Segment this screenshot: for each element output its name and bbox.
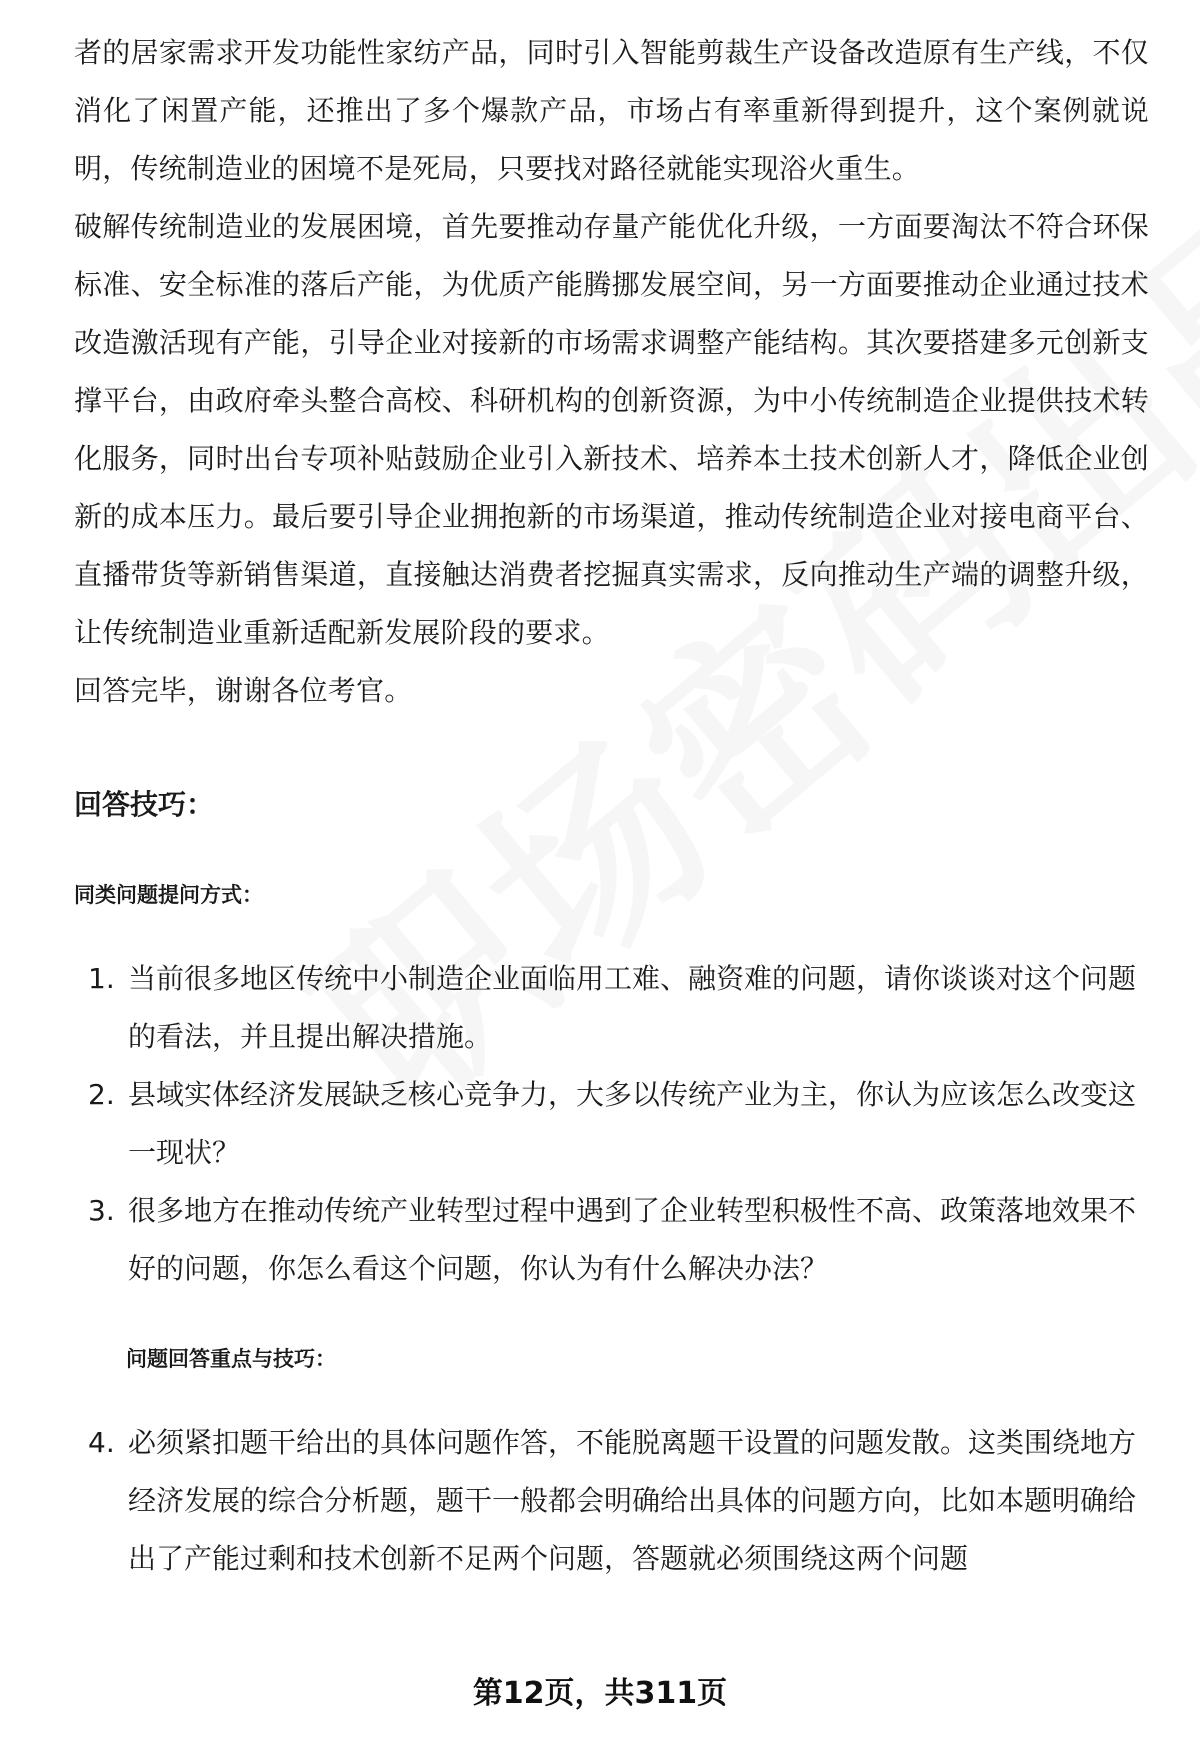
paragraph-closing: 回答完毕，谢谢各位考官。: [74, 674, 413, 707]
paragraph-case-conclusion: 者的居家需求开发功能性家纺产品，同时引入智能剪裁生产设备改造原有生产线，不仅消化了闲置产能，还推出了多个爆款产品，市场占有率重新得到提升，这个案例就说明，传统制造业的困境不是死局，只要找对路径就能实现浴火重生。: [74, 36, 1149, 185]
list-item-text: 当前很多地区传统中小制造企业面临用工难、融资难的问题，请你谈谈对这个问题的看法，并且提出解决措施。: [128, 962, 1137, 1053]
similar-questions-title: 同类问题提问方式：: [74, 883, 263, 907]
section-title: 回答技巧：: [74, 788, 215, 821]
list-item: [74, 1182, 1149, 1298]
key-points-title: 问题回答重点与技巧：: [126, 1347, 336, 1371]
key-points-list: [74, 1414, 1149, 1588]
list-item: [74, 950, 1149, 1066]
list-item-text: 很多地方在推动传统产业转型过程中遇到了企业转型积极性不高、政策落地效果不好的问题，你怎么看这个问题，你认为有什么解决办法？: [128, 1194, 1137, 1285]
list-item-number: 4.: [88, 1426, 115, 1459]
similar-questions-list: [74, 950, 1149, 1298]
list-item-number: 2.: [88, 1078, 115, 1111]
document-content: [74, 24, 1149, 1588]
list-item: [74, 1066, 1149, 1182]
list-item-number: 3.: [88, 1194, 115, 1227]
paragraph-solutions: 破解传统制造业的发展困境，首先要推动存量产能优化升级，一方面要淘汰不符合环保标准、安全标准的落后产能，为优质产能腾挪发展空间，另一方面要推动企业通过技术改造激活现有产能，引导企业对接新的市场需求调整产能结构。其次要搭建多元创新支撑平台，由政府牵头整合高校、科研机构的创新资源，为中小传统制造企业提供技术转化服务，同时出台专项补贴鼓励企业引入新技术、培养本土技术创新人才，降低企业创新的成本压力。最后要引导企业拥抱新的市场渠道，推动传统制造企业对接电商平台、直播带货等新销售渠道，直接触达消费者挖掘真实需求，反向推动生产端的调整升级，让传统制造业重新适配新发展阶段的要求。: [74, 210, 1149, 649]
list-item: [74, 1414, 1149, 1588]
list-item-text: 县域实体经济发展缺乏核心竞争力，大多以传统产业为主，你认为应该怎么改变这一现状？: [128, 1078, 1137, 1169]
list-item-number: 1.: [88, 962, 115, 995]
page-number-footer: 第12页，共311页: [472, 1676, 728, 1711]
list-item-text: 必须紧扣题干给出的具体问题作答，不能脱离题干设置的问题发散。这类围绕地方经济发展的综合分析题，题干一般都会明确给出具体的问题方向，比如本题明确给出了产能过剩和技术创新不足两个问题，答题就必须围绕这两个问题: [128, 1426, 1137, 1575]
